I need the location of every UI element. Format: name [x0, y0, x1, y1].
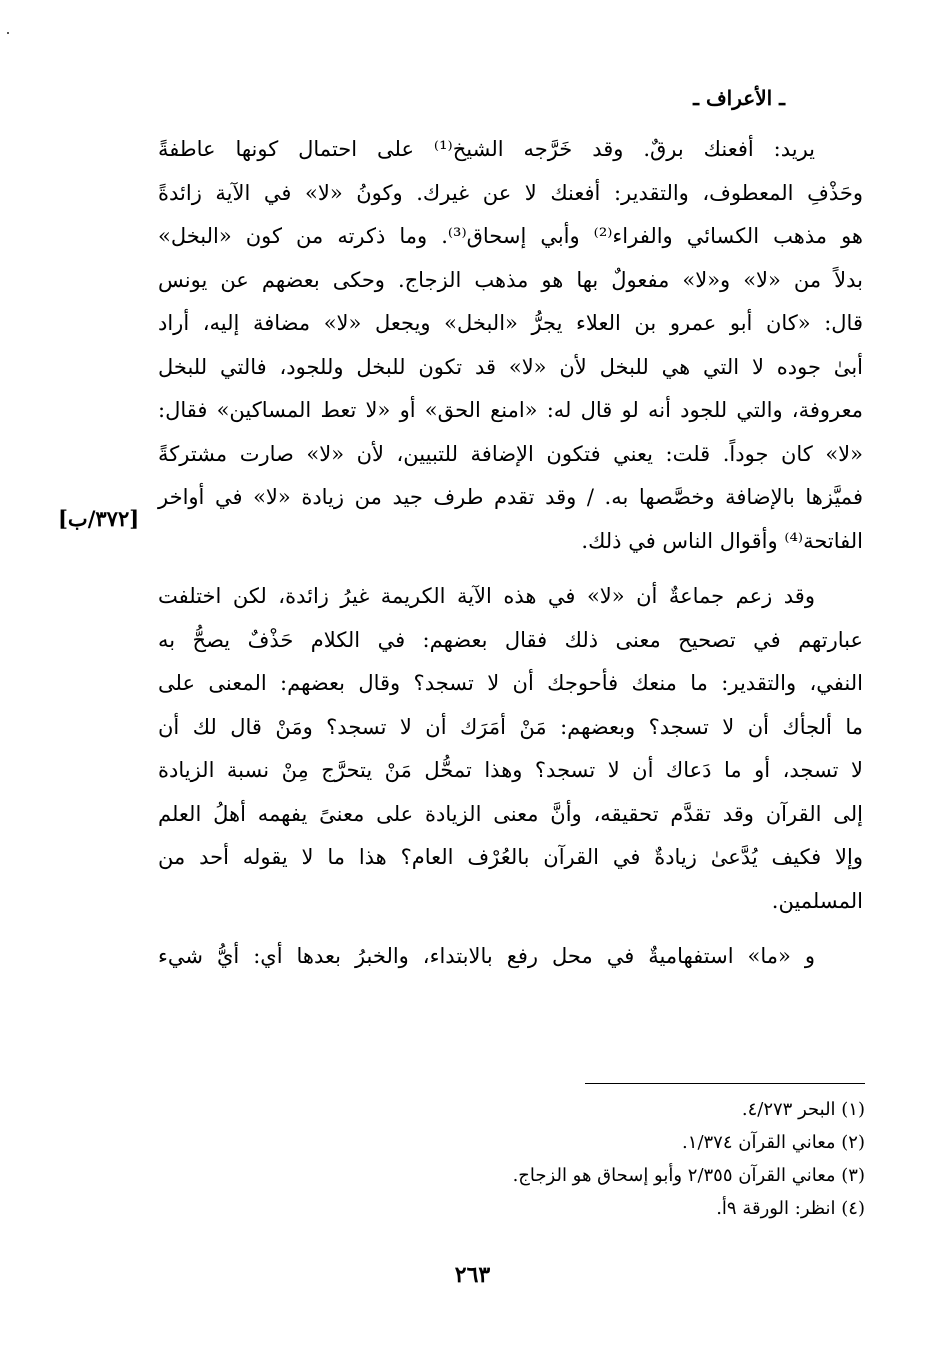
- footnote-separator: [585, 1083, 865, 1084]
- text-line: بدلاً من «لا» و«لا» مفعولٌ بها هو مذهب الزجاج. وحكى بعضهم عن يونس: [158, 267, 863, 292]
- text-line: قال: «كان أبو عمرو بن العلاء يجرُّ «البخل» ويجعل «لا» مضافة إليه، أراد: [158, 311, 863, 335]
- running-header: ـ الأعراف ـ: [693, 86, 785, 110]
- text-line: فميَّزها بالإضافة وخصَّصها به. / وقد تقدم طرف جيد من زيادة «لا» في أواخر: [158, 485, 863, 509]
- text-line: وقد زعم جماعةٌ أن «لا» في هذه الآية الكريمة غيرُ زائدة، لكن اختلفت: [158, 584, 815, 608]
- scan-speck: [7, 32, 9, 34]
- paragraph-gap: [158, 923, 863, 935]
- text-line: «لا» كان جوداً. قلت: يعني فتكون الإضافة للتبيين، لأن «لا» صارت مشتركةً: [158, 441, 863, 466]
- text-line: النفي، والتقدير: ما منعك فأحوجك أن لا تسجد؟ وقال بعضهم: المعنى على: [158, 671, 863, 695]
- footnote-2: (٢) معاني القرآن ١/٣٧٤.: [682, 1132, 865, 1153]
- footnotes: [513, 1093, 865, 1225]
- text-line: الفاتحة⁽⁴⁾ وأقوال الناس في ذلك.: [581, 528, 863, 553]
- text-line: هو مذهب الكسائي والفراء⁽²⁾ وأبي إسحاق⁽³⁾. وما ذكرته من كون «البخل»: [158, 224, 863, 248]
- text-line: ما ألجأك أن لا تسجد؟ وبعضهم: مَنْ أمَرَك أن لا تسجد؟ ومَنْ قال لك أن: [158, 714, 863, 739]
- text-line: إلى القرآن وقد تقدَّم تحقيقه، وأنَّ معنى الزيادة على معنىً يفهمه أهلُ العلم: [158, 801, 863, 826]
- footnote-4: (٤) انظر: الورقة ٩أ.: [716, 1198, 865, 1219]
- text-line: عبارتهم في تصحيح معنى ذلك فقال بعضهم: في الكلام حَذْفٌ يصحُّ به: [158, 627, 863, 652]
- main-text: [158, 128, 863, 979]
- text-line: معروفة، والتي للجود أنه لو قال له: «امنع الحق» أو «لا تعط المساكين» فقال:: [158, 398, 863, 422]
- manuscript-folio-reference: [٣٧٢/ب]: [58, 506, 140, 531]
- page-number: ٢٦٣: [454, 1262, 491, 1288]
- paragraph-gap: [158, 563, 863, 575]
- footnote-1: (١) البحر ٤/٢٧٣.: [741, 1099, 865, 1120]
- text-line: وحَذْفِ المعطوف، والتقدير: أفعنك لا عن غيرك. وكونُ «لا» في الآية زائدةً: [158, 180, 863, 205]
- text-line: و «ما» استفهاميةٌ في محل رفع بالابتداء، والخبرُ بعدها أي: أيُّ شيء: [158, 944, 815, 968]
- text-line: يريد: أفعنك برقٌ. وقد خَرَّجه الشيخ⁽¹⁾ على احتمال كونها عاطفةً: [158, 137, 816, 161]
- footnote-3: (٣) معاني القرآن ٢/٣٥٥ وأبو إسحاق هو الزجاج.: [512, 1165, 865, 1186]
- text-line: لا تسجد، أو ما دَعاك أن لا تسجد؟ وهذا تمحُّل مَنْ يتحرَّج مِنْ نسبة الزيادة: [158, 758, 863, 782]
- text-line: المسلمين.: [771, 888, 863, 913]
- text-line: أبىٰ جوده لا التي هي للبخل لأن «لا» قد تكون للبخل وللجود، فالتي للبخل: [158, 354, 863, 379]
- text-line: وإلا فكيف يُدَّعىٰ زيادةٌ في القرآن بالعُرْف العام؟ هذا ما لا يقوله أحد من: [158, 845, 863, 869]
